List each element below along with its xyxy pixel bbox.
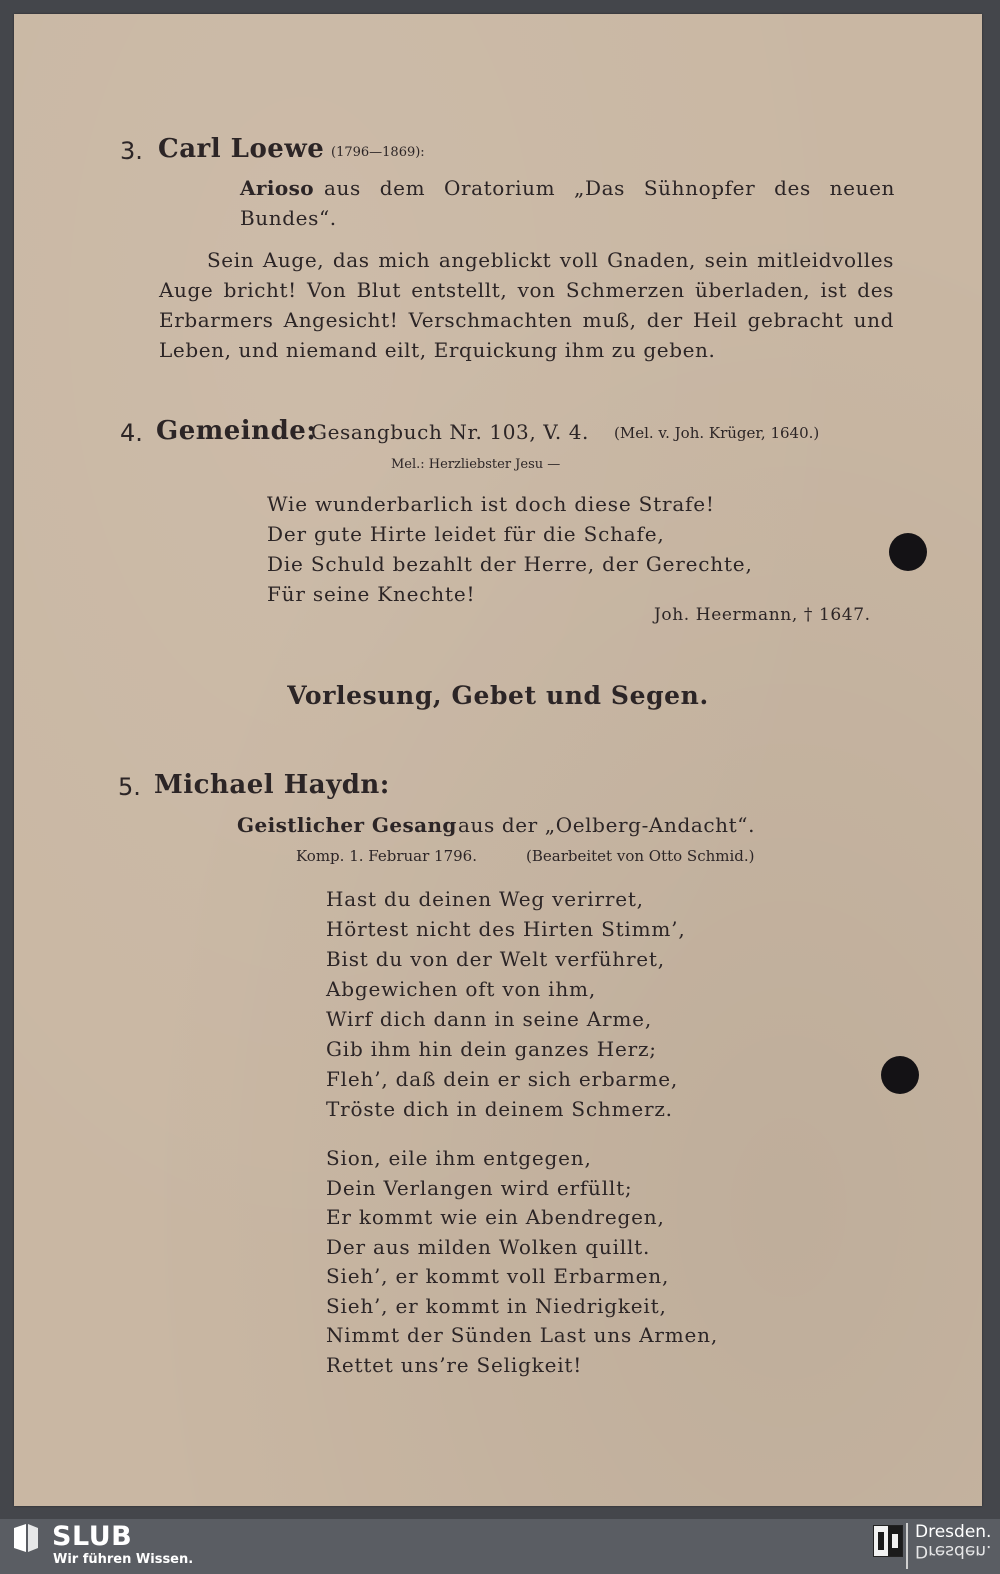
- section-3-work-line: [240, 176, 895, 200]
- section-3-dates: (1796—1869):: [331, 145, 425, 160]
- section-5-work-rest: aus der „Oelberg-Andacht“.: [458, 813, 756, 837]
- verse-line: Tröste dich in deinem Schmerz.: [326, 1097, 673, 1121]
- section-5-work-title: Geistlicher Gesang: [237, 813, 457, 837]
- punch-hole: [881, 1056, 919, 1094]
- verse-line: Sieh’, er kommt voll Erbarmen,: [326, 1264, 670, 1288]
- verse-line: Sieh’, er kommt in Niedrigkeit,: [326, 1293, 667, 1318]
- verse-line: Nimmt der Sünden Last uns Armen,: [326, 1323, 719, 1347]
- section-3-number: 3.: [120, 137, 143, 165]
- section-3-work-title: Arioso: [240, 176, 314, 200]
- verse-line: Der gute Hirte leidet für die Schafe,: [267, 522, 665, 546]
- verse-line: Er kommt wie ein Abendregen,: [326, 1205, 665, 1229]
- verse-line: Wie wunderbarlich ist doch diese Strafe!: [267, 492, 715, 516]
- footer-city-mirror: Dresden.: [915, 1541, 992, 1561]
- punch-hole: [889, 533, 927, 571]
- verse-line: Rettet uns’re Seligkeit!: [326, 1352, 583, 1377]
- slub-logo-icon: [12, 1522, 40, 1554]
- verse-line: Gib ihm hin dein ganzes Herz;: [326, 1037, 657, 1061]
- footer-brand[interactable]: SLUB: [52, 1521, 133, 1552]
- section-4-author: Joh. Heermann, † 1647.: [654, 605, 871, 625]
- section-4-number: 4.: [120, 419, 143, 447]
- footer-divider: [906, 1523, 908, 1569]
- verse-line: Hörtest nicht des Hirten Stimm’,: [326, 917, 686, 941]
- section-3-work-rest: aus dem Oratorium „Das Sühnopfer des neuen: [324, 176, 895, 200]
- section-5-stanza-2: [326, 1144, 718, 1380]
- section-5-composer: Michael Haydn:: [154, 770, 390, 800]
- section-5-number: 5.: [118, 773, 141, 801]
- verse-line: Wirf dich dann in seine Arme,: [326, 1007, 652, 1031]
- verse-line: Die Schuld bezahlt der Herre, der Gerechte,: [267, 552, 753, 576]
- section-4-verse: [267, 489, 753, 609]
- verse-line: Sion, eile ihm entgegen,: [326, 1146, 592, 1170]
- section-5-comp-date: Komp. 1. Februar 1796.: [296, 847, 477, 865]
- section-3-composer: Carl Loewe: [158, 134, 325, 164]
- verse-line: Für seine Knechte!: [267, 582, 476, 606]
- section-4-melody-credit: (Mel. v. Joh. Krüger, 1640.): [614, 424, 820, 442]
- verse-line: Fleh’, daß dein er sich erbarme,: [326, 1067, 679, 1091]
- footer-city[interactable]: Dresden.: [915, 1522, 992, 1542]
- section-3-work-line2: Bundes“.: [240, 206, 337, 230]
- footer-tagline: Wir führen Wissen.: [53, 1552, 194, 1567]
- verse-line: Abgewichen oft von ihm,: [326, 977, 596, 1001]
- verse-line: Hast du deinen Weg verirret,: [326, 887, 644, 911]
- verse-line: Dein Verlangen wird erfüllt;: [326, 1175, 633, 1200]
- section-4-hymnbook: Gesangbuch Nr. 103, V. 4.: [311, 420, 590, 444]
- section-5-stanza-1: [326, 884, 685, 1124]
- section-3-text: [159, 245, 894, 365]
- section-4-melody: Mel.: Herzliebster Jesu —: [391, 457, 561, 472]
- interlude-heading: Vorlesung, Gebet und Segen.: [287, 681, 709, 710]
- verse-line: Der aus milden Wolken quillt.: [326, 1234, 651, 1259]
- section-3-paragraph: Sein Auge, das mich angeblickt voll Gnaden, sein mitleidvolles Auge bricht! Von Blut entstellt, von Schmerzen überladen, ist des Erbarmers Angesicht! Verschmachten muß, der Heil gebracht und Leben, und niemand eilt, Erquickung ihm zu geben.: [159, 248, 894, 362]
- section-5-arranged: (Bearbeitet von Otto Schmid.): [526, 847, 755, 865]
- verse-line: Bist du von der Welt verführet,: [326, 947, 665, 971]
- dresden-crest-icon: [873, 1525, 903, 1557]
- footer-bar: [0, 1519, 1000, 1574]
- document-page: [14, 14, 982, 1506]
- section-4-title: Gemeinde:: [156, 416, 317, 446]
